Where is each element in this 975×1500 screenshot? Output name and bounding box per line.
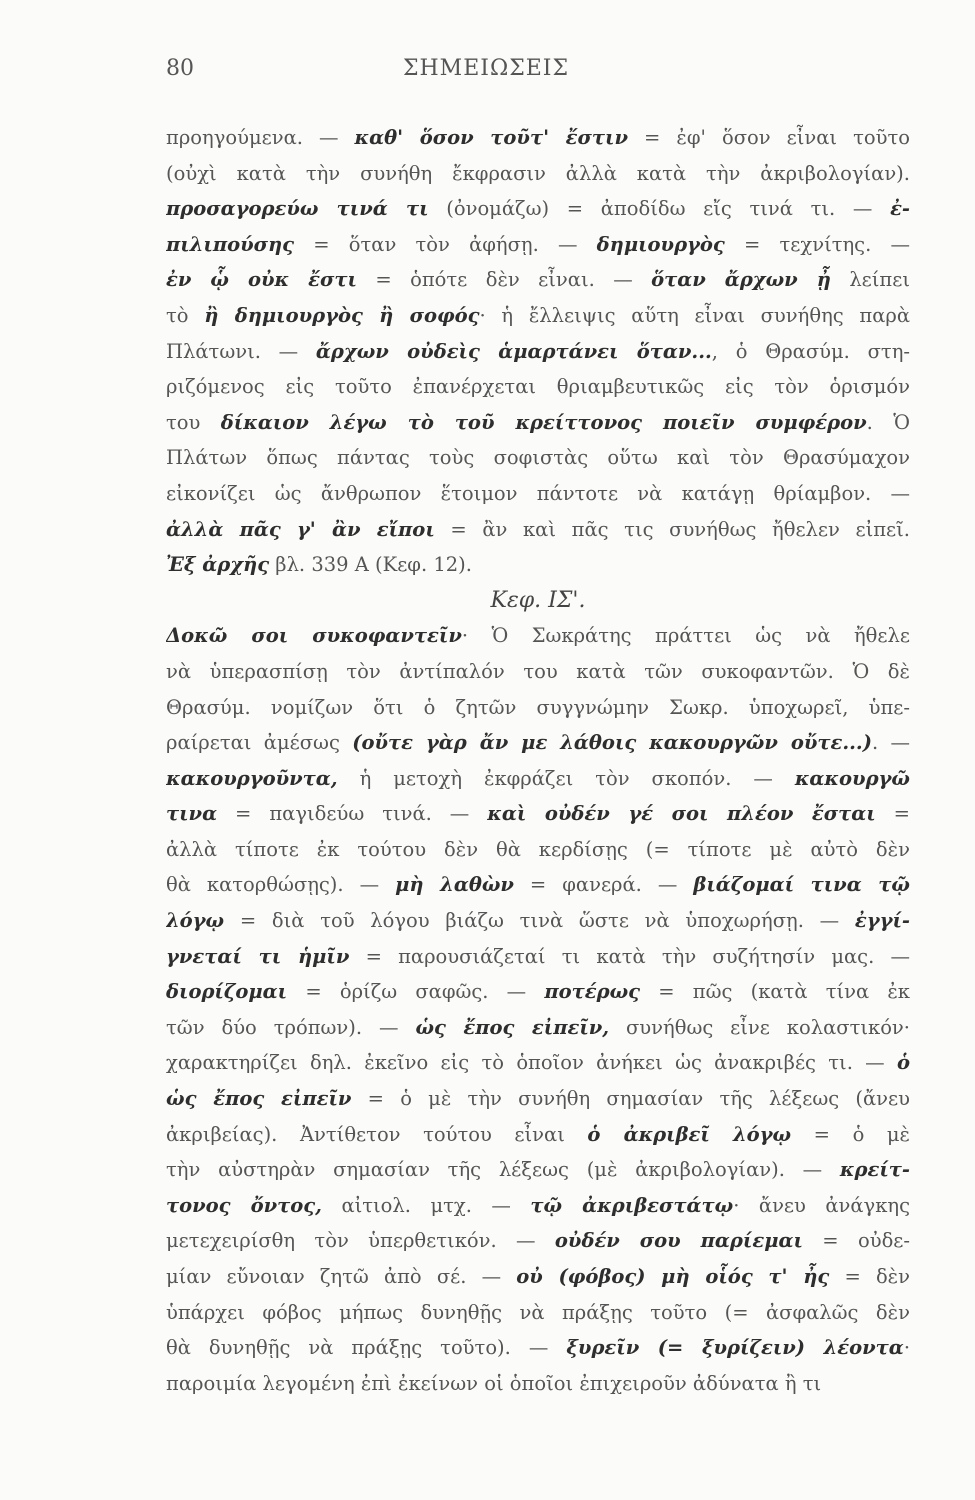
text-segment: νὰ ὑπερασπίσῃ τὸν ἀντίπαλόν του κατὰ τῶν συκοφαντῶν. Ὁ δὲ [166, 659, 910, 683]
text-line [166, 512, 910, 548]
text-line [166, 1259, 910, 1295]
greek-term: βιάζομαί τινα τῷ [693, 873, 910, 897]
text-line [166, 654, 910, 690]
text-line [166, 796, 910, 832]
text-segment: ὑπάρχει φόβος μήπως δυνηθῇς νὰ πράξῃς τοῦτο (= ἀσφαλῶς δὲν [166, 1300, 910, 1324]
greek-term: ξυρεῖν (= ξυρίζειν) λέοντα [566, 1336, 904, 1360]
greek-term: πιλιπούσης [166, 232, 295, 256]
greek-term: ὡς ἔπος εἰπεῖν, [415, 1015, 610, 1039]
text-segment: = [875, 802, 910, 826]
greek-term: οὐ (φόβος) μὴ οἷός τ' ἦς [516, 1265, 830, 1288]
greek-term: διορίζομαι [166, 980, 288, 1004]
text-line [166, 939, 910, 975]
text-segment: θὰ δυνηθῇς νὰ πράξῃς τοῦτο). — [166, 1336, 567, 1360]
text-segment: τὴν αὐστηρὰν σημασίαν τῆς λέξεως (μὲ ἀκριβολογίαν). — [166, 1158, 840, 1182]
text-segment: του [166, 410, 221, 434]
text-segment: χαρακτηρίζει δηλ. ἐκεῖνο εἰς τὸ ὁποῖον ἀνήκει ὡς ἀνακριβές τι. — [166, 1051, 897, 1075]
text-segment: = ὁρίζω σαφῶς. — [287, 980, 545, 1004]
greek-term: Ἐξ ἀρχῆς [166, 553, 270, 577]
text-line [166, 1010, 910, 1046]
text-segment: Πλάτωνι. — [166, 339, 316, 363]
text-segment: = ὁ μὲ [791, 1122, 910, 1146]
text-line [166, 440, 910, 476]
text-line [166, 1295, 910, 1331]
text-line [166, 227, 910, 263]
text-segment: λείπει [830, 268, 910, 292]
text-segment: θὰ κατορθώσῃς). — [166, 873, 396, 897]
text-segment: ἀκριβείας). Ἀντίθετον τούτου εἶναι [166, 1122, 588, 1146]
text-segment: τῶν δύο τρόπων). — [166, 1015, 416, 1039]
greek-term: κρείτ- [839, 1158, 910, 1182]
text-line [166, 1330, 910, 1366]
greek-term: δημιουργὸς [596, 232, 725, 256]
greek-term: (οὔτε γὰρ ἄν με λάθοις κακουργῶν οὔτε...) [352, 731, 872, 755]
text-segment: · Ὁ Σωκράτης πράττει ὡς νὰ ἤθελε [461, 624, 910, 648]
text-line [166, 867, 910, 903]
greek-term: ὅταν ἄρχων ᾖ [651, 268, 831, 292]
text-segment: = παρουσιάζεταί τι κατὰ τὴν συζήτησίν μας. — [349, 944, 910, 968]
text-segment: παροιμία λεγομένη ἐπὶ ἐκείνων οἱ ὁποῖοι ἐπιχειροῦν ἀδύνατα ἢ τι [166, 1371, 822, 1395]
greek-term: ὁ ἀκριβεῖ λόγῳ [587, 1122, 792, 1146]
greek-term: τονος ὄντος, [166, 1193, 322, 1217]
text-line [166, 1188, 910, 1224]
greek-term: λόγῳ [166, 909, 225, 933]
greek-term: ἄρχων οὐδεὶς ἁμαρτάνει ὅταν... [315, 339, 712, 363]
chapter-heading: Κεφ. ΙΣ'. [490, 587, 586, 613]
text-segment: Θρασύμ. νομίζων ὅτι ὁ ζητῶν συγγνώμην Σωκρ. ὑποχωρεῖ, ὑπε- [166, 695, 910, 719]
greek-term: καὶ οὐδέν γέ σοι πλέον ἔσται [487, 802, 876, 826]
text-line [166, 1152, 910, 1188]
text-line [166, 725, 910, 761]
text-segment: Πλάτων ὅπως πάντας τοὺς σοφιστὰς οὕτω καὶ τὸν Θρασύμαχον [166, 446, 910, 470]
greek-term: καθ' ὅσον τοῦτ' ἔστιν [354, 126, 629, 149]
text-segment: = τεχνίτης. — [724, 232, 910, 256]
text-segment: = ἂν καὶ πᾶς τις συνήθως ἤθελεν εἰπεῖ. [434, 517, 910, 541]
text-line [166, 476, 910, 512]
text-line [166, 120, 910, 156]
text-segment: · ἄνευ ἀνάγκης [733, 1193, 910, 1217]
text-segment: ραίρεται ἀμέσως [166, 731, 353, 755]
greek-term: ὡς ἔπος εἰπεῖν [166, 1087, 352, 1111]
text-line [166, 690, 910, 726]
greek-term: τῷ ἀκριβεστάτῳ [530, 1193, 734, 1217]
text-line [166, 903, 910, 939]
text-segment: = παγιδεύω τινά. — [217, 802, 488, 826]
greek-term: κακουργῶ [794, 766, 910, 790]
text-line [166, 369, 910, 405]
text-line [166, 405, 910, 441]
running-title: ΣΗΜΕΙΩΣΕΙΣ [402, 56, 570, 81]
text-line [166, 974, 910, 1010]
greek-term: κακουργοῦντα, [166, 766, 338, 790]
greek-term: οὐδέν σου παρίεμαι [554, 1229, 803, 1253]
text-line [166, 761, 910, 797]
text-segment: = οὐδε- [802, 1229, 910, 1253]
greek-term: ἀλλὰ πᾶς γ' ἂν εἴποι [166, 517, 435, 541]
text-segment: = φανερά. — [513, 873, 694, 897]
text-segment: αἰτιολ. μτχ. — [321, 1193, 531, 1217]
greek-term: ἢ δημιουργὸς ἢ σοφός [204, 303, 480, 327]
notes-text [166, 120, 910, 1401]
text-line [166, 1117, 910, 1153]
greek-term: ἐν ᾧ οὐκ ἔστι [166, 268, 357, 292]
text-segment: βλ. 339 Α (Κεφ. 12). [269, 553, 472, 577]
text-line [166, 262, 910, 298]
greek-term: Δοκῶ σοι συκοφαντεῖν [166, 624, 462, 648]
text-line [166, 298, 910, 334]
text-segment: μετεχειρίσθη τὸν ὑπερθετικόν. — [166, 1229, 555, 1253]
text-segment: ριζόμενος εἰς τοῦτο ἐπανέρχεται θριαμβευτικῶς εἰς τὸν ὁρισμόν [166, 375, 910, 399]
greek-term: ἐγγί- [854, 909, 910, 933]
text-line [166, 618, 910, 654]
greek-term: τινα [166, 802, 218, 826]
text-segment: . — [871, 731, 910, 755]
text-segment: = δὲν [829, 1265, 910, 1288]
text-segment: = διὰ τοῦ λόγου βιάζω τινὰ ὥστε νὰ ὑποχωρήσῃ. — [224, 909, 855, 933]
text-segment: (οὐχὶ κατὰ τὴν συνήθη ἔκφρασιν ἀλλὰ κατὰ τὴν ἀκριβολογίαν). [166, 161, 910, 185]
text-line [166, 1045, 910, 1081]
text-line [166, 191, 910, 227]
text-segment: , ὁ Θρασύμ. στη- [711, 339, 910, 363]
text-line [166, 1223, 910, 1259]
text-segment: προηγούμενα. — [166, 126, 355, 149]
text-line [166, 1081, 910, 1117]
text-segment: · [903, 1336, 910, 1360]
text-segment: συνήθως εἶνε κολαστικόν· [609, 1015, 910, 1039]
text-line [166, 547, 910, 583]
greek-term: ἐ- [890, 197, 910, 221]
text-segment: εἰκονίζει ὡς ἄνθρωπον ἕτοιμον πάντοτε νὰ κατάγῃ θρίαμβον. — [166, 481, 910, 505]
greek-term: μὴ λαθὼν [395, 873, 514, 897]
text-segment: · ἡ ἔλλειψις αὕτη εἶναι συνήθης παρὰ [479, 303, 910, 327]
greek-term: ποτέρως [544, 980, 641, 1004]
text-line [166, 156, 910, 192]
text-segment: (ὀνομάζω) = ἀποδίδω εἴς τινά τι. — [428, 197, 891, 221]
page-number: 80 [166, 56, 194, 81]
greek-term: ὁ [896, 1051, 910, 1075]
text-segment: = ὅταν τὸν ἀφήσῃ. — [294, 232, 597, 256]
text-segment: = ὁπότε δὲν εἶναι. — [356, 268, 652, 292]
text-segment: τὸ [166, 303, 205, 327]
greek-term: προσαγορεύω τινά τι [166, 197, 429, 221]
text-segment: μίαν εὔνοιαν ζητῶ ἀπὸ σέ. — [166, 1265, 517, 1288]
text-segment: = ὁ μὲ τὴν συνήθη σημασίαν τῆς λέξεως (ἄνευ [351, 1087, 910, 1111]
text-segment: . Ὁ [866, 410, 910, 434]
text-segment: = ἐφ' ὅσον εἶναι τοῦτο [628, 126, 910, 149]
greek-term: γνεταί τι ἡμῖν [166, 944, 350, 968]
page-header [166, 52, 806, 88]
greek-term: δίκαιον λέγω τὸ τοῦ κρείττονος ποιεῖν συμφέρον [220, 410, 867, 434]
text-segment: ἡ μετοχὴ ἐκφράζει τὸν σκοπόν. — [337, 766, 795, 790]
text-line [166, 334, 910, 370]
text-segment: = πῶς (κατὰ τίνα ἐκ [640, 980, 910, 1004]
text-line [166, 832, 910, 868]
text-line [166, 1366, 910, 1402]
text-segment: ἀλλὰ τίποτε ἐκ τούτου δὲν θὰ κερδίσῃς (= τίποτε μὲ αὐτὸ δὲν [166, 837, 910, 861]
